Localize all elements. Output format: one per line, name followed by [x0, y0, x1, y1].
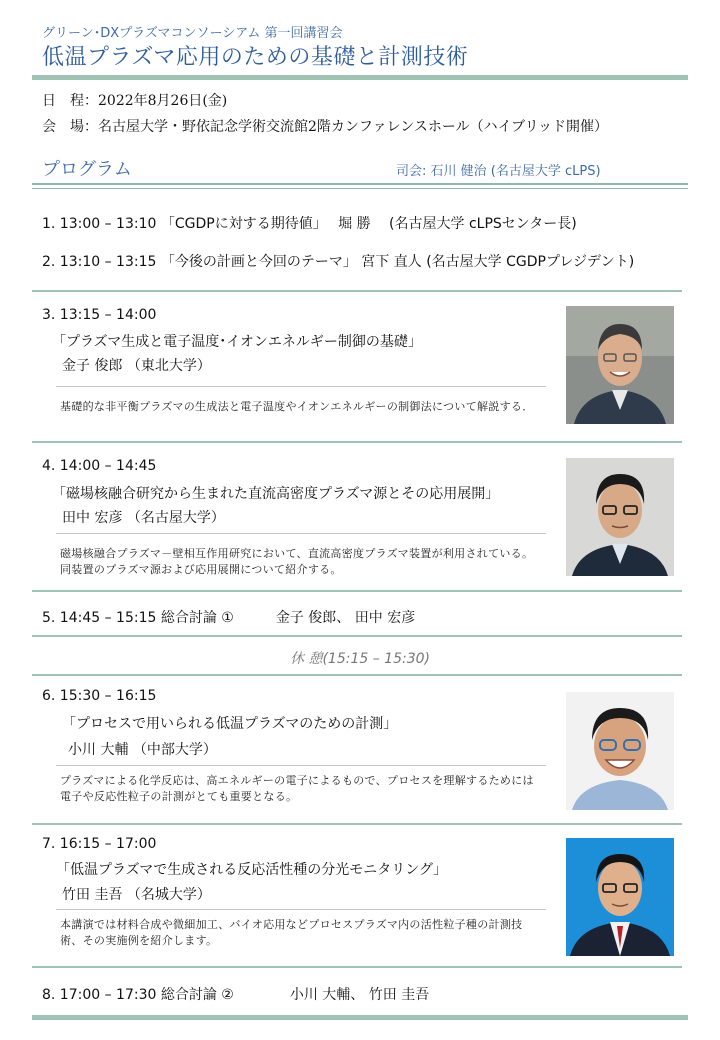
- section-divider: [32, 674, 682, 676]
- talk-abstract: 磁場核融合プラズマ－壁相互作用研究において、直流高密度プラズマ装置が利用されている。同装置のプラズマ源および応用展開について紹介する。: [60, 547, 534, 576]
- talk-time: 6. 15:30 – 16:15: [42, 688, 157, 704]
- event-date: 日 程：2022年8月26日(金): [42, 93, 228, 109]
- section-divider: [32, 290, 682, 292]
- talk-time: 7. 16:15 – 17:00: [42, 836, 157, 852]
- talk-title: 「低温プラズマで生成される反応活性種の分光モニタリング」: [56, 862, 448, 878]
- program-item-1: 1. 13:00 – 13:10 「CGDPに対する期待値」 堀 勝 (名古屋大学 cLPSセンター長): [42, 216, 577, 232]
- talk-speaker: 田中 宏彦 （名古屋大学）: [62, 510, 225, 526]
- program-item-8: 8. 17:00 – 17:30 総合討論 ② 小川 大輔、 竹田 圭吾: [42, 987, 430, 1003]
- talk-title: 「磁場核融合研究から生まれた直流高密度プラズマ源とその応用展開」: [52, 486, 500, 502]
- footer-rule: [32, 1015, 688, 1020]
- section-divider: [32, 590, 682, 592]
- program-rule-top: [32, 183, 688, 185]
- program-rule-bottom: [32, 188, 688, 189]
- talk-abstract: 本講演では材料合成や微細加工、バイオ応用などプロセスプラズマ内の活性粒子種の計測技術、その実施例を紹介します。: [60, 918, 523, 947]
- talk-divider: [56, 909, 546, 910]
- talk-time: 4. 14:00 – 14:45: [42, 458, 157, 474]
- speaker-photo: [566, 458, 674, 576]
- talk-speaker: 竹田 圭吾 （名城大学）: [62, 887, 211, 903]
- talk-abstract: プラズマによる化学反応は、高エネルギーの電子によるもので、プロセスを理解するためには電子や反応性粒子の計測がとても重要となる。: [60, 774, 534, 803]
- talk-time: 3. 13:15 – 14:00: [42, 307, 157, 323]
- talk-speaker: 金子 俊郎 （東北大学）: [62, 358, 211, 374]
- speaker-photo: [566, 838, 674, 956]
- speaker-photo: [566, 692, 674, 810]
- talk-title: 「プラズマ生成と電子温度･イオンエネルギー制御の基礎」: [52, 334, 422, 350]
- talk-abstract: 基礎的な非平衡プラズマの生成法と電子温度やイオンエネルギーの制御法について解説する．: [60, 400, 534, 413]
- section-divider: [32, 441, 682, 443]
- section-divider: [32, 823, 682, 825]
- header-rule: [32, 75, 688, 80]
- speaker-photo: [566, 306, 674, 424]
- talk-divider: [56, 533, 546, 534]
- program-item-2: 2. 13:10 – 13:15 「今後の計画と今回のテーマ」 宮下 直人 (名古屋大学 CGDPプレジデント): [42, 254, 635, 270]
- page-title: 低温プラズマ応用のための基礎と計測技術: [42, 45, 469, 70]
- event-venue: 会 場：名古屋大学・野依記念学術交流館2階カンファレンスホール（ハイブリッド開催）: [42, 119, 609, 135]
- talk-title: 「プロセスで用いられる低温プラズマのための計測」: [62, 716, 398, 732]
- break-label: 休 憩(15:15 – 15:30): [290, 651, 430, 667]
- talk-divider: [56, 386, 546, 387]
- talk-divider: [56, 765, 546, 766]
- program-heading: プログラム: [42, 159, 132, 180]
- program-item-5: 5. 14:45 – 15:15 総合討論 ① 金子 俊郎、 田中 宏彦: [42, 610, 416, 626]
- section-divider: [32, 966, 682, 968]
- talk-speaker: 小川 大輔 （中部大学）: [68, 742, 217, 758]
- program-host: 司会: 石川 健治 (名古屋大学 cLPS): [396, 164, 601, 179]
- section-divider: [32, 635, 682, 637]
- event-series-subtitle: グリーン･DXプラズマコンソーシアム 第一回講習会: [42, 26, 343, 41]
